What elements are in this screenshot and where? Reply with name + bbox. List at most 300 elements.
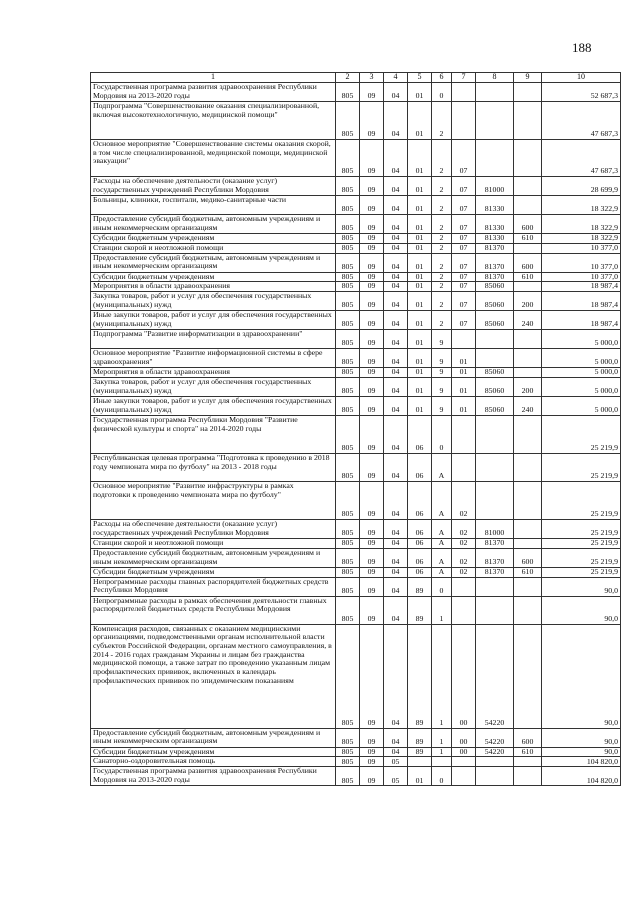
code-7 bbox=[452, 102, 476, 140]
code-4: 05 bbox=[384, 757, 408, 767]
row-name: Станции скорой и неотложной помощи bbox=[91, 538, 336, 548]
code-5: 89 bbox=[408, 596, 432, 624]
row-amount: 104 820,0 bbox=[542, 767, 621, 786]
code-9: 200 bbox=[514, 377, 542, 396]
code-9 bbox=[514, 415, 542, 453]
code-9 bbox=[514, 177, 542, 196]
code-6: А bbox=[432, 538, 452, 548]
code-2: 805 bbox=[336, 243, 360, 253]
row-amount: 5 000,0 bbox=[542, 368, 621, 378]
table-row bbox=[91, 253, 621, 272]
code-6: 2 bbox=[432, 234, 452, 244]
row-name: Основное мероприятие "Развитие инфраструктуры в рамках подготовки к проведению чемпионата мира по футболу" bbox=[91, 481, 336, 519]
code-4: 04 bbox=[384, 481, 408, 519]
row-amount: 47 687,3 bbox=[542, 140, 621, 177]
code-8: 81330 bbox=[476, 196, 514, 215]
table-row bbox=[91, 396, 621, 415]
code-3: 09 bbox=[360, 292, 384, 311]
table-row bbox=[91, 415, 621, 453]
row-amount: 90,0 bbox=[542, 747, 621, 757]
row-amount: 10 377,0 bbox=[542, 243, 621, 253]
code-4: 05 bbox=[384, 767, 408, 786]
code-3: 09 bbox=[360, 538, 384, 548]
code-5: 01 bbox=[408, 282, 432, 292]
code-6: А bbox=[432, 548, 452, 567]
code-9 bbox=[514, 368, 542, 378]
row-name: Иные закупки товаров, работ и услуг для обеспечения государственных (муниципальных) нужд bbox=[91, 396, 336, 415]
code-7 bbox=[452, 83, 476, 102]
code-2: 805 bbox=[336, 767, 360, 786]
code-2: 805 bbox=[336, 368, 360, 378]
column-header: 10 bbox=[542, 73, 621, 83]
code-6: 0 bbox=[432, 767, 452, 786]
code-2: 805 bbox=[336, 311, 360, 330]
code-6: 9 bbox=[432, 396, 452, 415]
table-row bbox=[91, 757, 621, 767]
code-6: 2 bbox=[432, 243, 452, 253]
table-row bbox=[91, 377, 621, 396]
code-4: 04 bbox=[384, 272, 408, 282]
code-6: 0 bbox=[432, 83, 452, 102]
column-header: 2 bbox=[336, 73, 360, 83]
code-3: 09 bbox=[360, 757, 384, 767]
code-3: 09 bbox=[360, 567, 384, 577]
row-name: Субсидии бюджетным учреждениям bbox=[91, 567, 336, 577]
table-row bbox=[91, 349, 621, 368]
code-2: 805 bbox=[336, 215, 360, 234]
code-8: 81370 bbox=[476, 253, 514, 272]
code-2: 805 bbox=[336, 577, 360, 596]
code-2: 805 bbox=[336, 596, 360, 624]
code-9 bbox=[514, 102, 542, 140]
code-3: 09 bbox=[360, 728, 384, 747]
row-name: Расходы на обеспечение деятельности (оказание услуг) государственных учреждений Республики Мордовия bbox=[91, 177, 336, 196]
code-5: 01 bbox=[408, 767, 432, 786]
table-row bbox=[91, 102, 621, 140]
code-7 bbox=[452, 415, 476, 453]
code-2: 805 bbox=[336, 548, 360, 567]
code-9 bbox=[514, 538, 542, 548]
row-amount: 25 219,9 bbox=[542, 481, 621, 519]
row-name: Предоставление субсидий бюджетным, автономным учреждениям и иным некоммерческим организациям bbox=[91, 253, 336, 272]
code-4: 04 bbox=[384, 83, 408, 102]
code-7: 07 bbox=[452, 196, 476, 215]
code-4: 04 bbox=[384, 311, 408, 330]
code-9: 610 bbox=[514, 747, 542, 757]
code-5: 01 bbox=[408, 234, 432, 244]
table-row bbox=[91, 196, 621, 215]
row-name: Субсидии бюджетным учреждениям bbox=[91, 747, 336, 757]
row-amount: 47 687,3 bbox=[542, 102, 621, 140]
code-3: 09 bbox=[360, 481, 384, 519]
code-3: 09 bbox=[360, 377, 384, 396]
code-8: 81370 bbox=[476, 538, 514, 548]
code-7: 02 bbox=[452, 481, 476, 519]
row-amount: 90,0 bbox=[542, 728, 621, 747]
code-7: 07 bbox=[452, 311, 476, 330]
code-3: 09 bbox=[360, 349, 384, 368]
code-7: 07 bbox=[452, 253, 476, 272]
table-row bbox=[91, 767, 621, 786]
code-2: 805 bbox=[336, 415, 360, 453]
code-3: 09 bbox=[360, 253, 384, 272]
column-header: 8 bbox=[476, 73, 514, 83]
code-3: 09 bbox=[360, 548, 384, 567]
code-6: 2 bbox=[432, 311, 452, 330]
code-9: 600 bbox=[514, 215, 542, 234]
code-6: 2 bbox=[432, 102, 452, 140]
code-7: 00 bbox=[452, 728, 476, 747]
code-6: А bbox=[432, 519, 452, 538]
code-3: 09 bbox=[360, 396, 384, 415]
code-9 bbox=[514, 453, 542, 481]
column-header: 6 bbox=[432, 73, 452, 83]
row-amount: 25 219,9 bbox=[542, 453, 621, 481]
code-6: А bbox=[432, 453, 452, 481]
row-name: Субсидии бюджетным учреждениям bbox=[91, 272, 336, 282]
row-name: Станции скорой и неотложной помощи bbox=[91, 243, 336, 253]
code-8 bbox=[476, 577, 514, 596]
code-6: 0 bbox=[432, 577, 452, 596]
code-9 bbox=[514, 577, 542, 596]
code-4: 04 bbox=[384, 177, 408, 196]
code-8 bbox=[476, 596, 514, 624]
code-4: 04 bbox=[384, 253, 408, 272]
code-5: 06 bbox=[408, 519, 432, 538]
table-row bbox=[91, 577, 621, 596]
row-name: Санаторно-оздоровительная помощь bbox=[91, 757, 336, 767]
code-9 bbox=[514, 282, 542, 292]
row-name: Закупка товаров, работ и услуг для обеспечения государственных (муниципальных) нужд bbox=[91, 292, 336, 311]
code-3: 09 bbox=[360, 453, 384, 481]
code-7: 07 bbox=[452, 272, 476, 282]
code-7: 02 bbox=[452, 519, 476, 538]
row-name: Подпрограмма "Совершенствование оказания специализированной, включая высокотехнологичную, медицинской помощи" bbox=[91, 102, 336, 140]
code-3: 09 bbox=[360, 234, 384, 244]
row-amount: 25 219,9 bbox=[542, 538, 621, 548]
code-8 bbox=[476, 83, 514, 102]
table-row bbox=[91, 538, 621, 548]
code-5: 89 bbox=[408, 577, 432, 596]
code-9: 240 bbox=[514, 311, 542, 330]
code-3: 09 bbox=[360, 102, 384, 140]
code-2: 805 bbox=[336, 567, 360, 577]
code-9: 610 bbox=[514, 234, 542, 244]
row-amount: 28 699,9 bbox=[542, 177, 621, 196]
code-7: 01 bbox=[452, 377, 476, 396]
code-8: 81330 bbox=[476, 234, 514, 244]
table-row bbox=[91, 140, 621, 177]
code-2: 805 bbox=[336, 377, 360, 396]
row-amount: 52 687,3 bbox=[542, 83, 621, 102]
code-7: 07 bbox=[452, 234, 476, 244]
budget-table bbox=[90, 72, 621, 786]
code-3: 09 bbox=[360, 368, 384, 378]
code-4: 04 bbox=[384, 747, 408, 757]
code-9 bbox=[514, 757, 542, 767]
table-row bbox=[91, 728, 621, 747]
code-5: 01 bbox=[408, 368, 432, 378]
code-7: 02 bbox=[452, 538, 476, 548]
code-2: 805 bbox=[336, 624, 360, 728]
code-8 bbox=[476, 349, 514, 368]
code-4: 04 bbox=[384, 243, 408, 253]
code-6: 9 bbox=[432, 330, 452, 349]
code-5: 89 bbox=[408, 728, 432, 747]
code-2: 805 bbox=[336, 253, 360, 272]
code-9 bbox=[514, 481, 542, 519]
code-5: 06 bbox=[408, 453, 432, 481]
code-8: 85060 bbox=[476, 282, 514, 292]
code-2: 805 bbox=[336, 747, 360, 757]
code-9 bbox=[514, 519, 542, 538]
code-5: 06 bbox=[408, 481, 432, 519]
code-5: 01 bbox=[408, 196, 432, 215]
code-5: 06 bbox=[408, 567, 432, 577]
code-2: 805 bbox=[336, 272, 360, 282]
row-name: Компенсация расходов, связанных с оказанием медицинскими организациями, подведомственными органам исполнительной власти субъектов Российской Федерации, органам местного самоуправления, в 2014 - 2016 годах гражданам Украины и лицам без гражданства медицинской помощи, а также затрат по проведению указанным лицам профилактических прививок, включенных в календарь профилактических прививок по эпидемическим показаниям bbox=[91, 624, 336, 728]
row-amount: 90,0 bbox=[542, 624, 621, 728]
row-name: Больницы, клиники, госпитали, медико-санитарные части bbox=[91, 196, 336, 215]
code-6: 0 bbox=[432, 415, 452, 453]
row-amount: 104 820,0 bbox=[542, 757, 621, 767]
row-amount: 25 219,9 bbox=[542, 519, 621, 538]
row-name: Предоставление субсидий бюджетным, автономным учреждениям и иным некоммерческим организациям bbox=[91, 215, 336, 234]
code-3: 09 bbox=[360, 596, 384, 624]
code-3: 09 bbox=[360, 196, 384, 215]
row-name: Субсидии бюджетным учреждениям bbox=[91, 234, 336, 244]
code-8 bbox=[476, 757, 514, 767]
code-9: 600 bbox=[514, 728, 542, 747]
code-4: 04 bbox=[384, 330, 408, 349]
code-3: 09 bbox=[360, 415, 384, 453]
code-9 bbox=[514, 624, 542, 728]
column-header: 4 bbox=[384, 73, 408, 83]
code-4: 04 bbox=[384, 548, 408, 567]
table-row bbox=[91, 481, 621, 519]
code-3: 09 bbox=[360, 767, 384, 786]
code-8: 85060 bbox=[476, 377, 514, 396]
code-9 bbox=[514, 140, 542, 177]
table-row bbox=[91, 624, 621, 728]
code-4: 04 bbox=[384, 102, 408, 140]
code-9 bbox=[514, 330, 542, 349]
code-2: 805 bbox=[336, 519, 360, 538]
row-name: Предоставление субсидий бюджетным, автономным учреждениям и иным некоммерческим организациям bbox=[91, 728, 336, 747]
code-2: 805 bbox=[336, 757, 360, 767]
code-8 bbox=[476, 330, 514, 349]
row-name: Государственная программа Республики Мордовия "Развитие физической культуры и спорта" на 2014-2020 годы bbox=[91, 415, 336, 453]
table-row bbox=[91, 177, 621, 196]
code-7: 07 bbox=[452, 177, 476, 196]
code-7: 07 bbox=[452, 215, 476, 234]
row-name: Государственная программа развития здравоохранения Республики Мордовия на 2013-2020 годы bbox=[91, 767, 336, 786]
row-amount: 10 377,0 bbox=[542, 253, 621, 272]
table-row bbox=[91, 747, 621, 757]
code-7 bbox=[452, 577, 476, 596]
code-2: 805 bbox=[336, 140, 360, 177]
code-5: 01 bbox=[408, 177, 432, 196]
code-3: 09 bbox=[360, 272, 384, 282]
table-row bbox=[91, 83, 621, 102]
code-5: 01 bbox=[408, 102, 432, 140]
table-row bbox=[91, 243, 621, 253]
column-header: 1 bbox=[91, 73, 336, 83]
code-7: 00 bbox=[452, 747, 476, 757]
table-row bbox=[91, 567, 621, 577]
code-9: 600 bbox=[514, 548, 542, 567]
row-amount: 5 000,0 bbox=[542, 330, 621, 349]
code-2: 805 bbox=[336, 83, 360, 102]
code-4: 04 bbox=[384, 577, 408, 596]
code-4: 04 bbox=[384, 728, 408, 747]
code-6: 1 bbox=[432, 728, 452, 747]
row-name: Закупка товаров, работ и услуг для обеспечения государственных (муниципальных) нужд bbox=[91, 377, 336, 396]
row-name: Основное мероприятие "Совершенствование системы оказания скорой, в том числе специализированной, медицинской помощи, медицинской эвакуации" bbox=[91, 140, 336, 177]
code-9 bbox=[514, 243, 542, 253]
code-3: 09 bbox=[360, 624, 384, 728]
table-row bbox=[91, 234, 621, 244]
code-5: 06 bbox=[408, 538, 432, 548]
code-8: 54220 bbox=[476, 728, 514, 747]
code-2: 805 bbox=[336, 396, 360, 415]
code-5: 01 bbox=[408, 253, 432, 272]
code-7 bbox=[452, 596, 476, 624]
row-name: Иные закупки товаров, работ и услуг для обеспечения государственных (муниципальных) нужд bbox=[91, 311, 336, 330]
code-4: 04 bbox=[384, 567, 408, 577]
code-8: 81370 bbox=[476, 567, 514, 577]
code-4: 04 bbox=[384, 624, 408, 728]
code-6: 9 bbox=[432, 377, 452, 396]
code-2: 805 bbox=[336, 282, 360, 292]
code-4: 04 bbox=[384, 196, 408, 215]
code-5: 01 bbox=[408, 140, 432, 177]
code-5: 89 bbox=[408, 747, 432, 757]
code-6: 2 bbox=[432, 215, 452, 234]
code-9 bbox=[514, 349, 542, 368]
table-row bbox=[91, 519, 621, 538]
code-4: 04 bbox=[384, 215, 408, 234]
code-4: 04 bbox=[384, 519, 408, 538]
code-2: 805 bbox=[336, 292, 360, 311]
code-3: 09 bbox=[360, 311, 384, 330]
code-9: 600 bbox=[514, 253, 542, 272]
table-row bbox=[91, 272, 621, 282]
code-3: 09 bbox=[360, 330, 384, 349]
code-8: 81370 bbox=[476, 272, 514, 282]
row-amount: 10 377,0 bbox=[542, 272, 621, 282]
table-row bbox=[91, 282, 621, 292]
code-3: 09 bbox=[360, 177, 384, 196]
table-row bbox=[91, 215, 621, 234]
code-4: 04 bbox=[384, 377, 408, 396]
row-name: Предоставление субсидий бюджетным, автономным учреждениям и иным некоммерческим организациям bbox=[91, 548, 336, 567]
code-7: 02 bbox=[452, 567, 476, 577]
code-2: 805 bbox=[336, 196, 360, 215]
code-6: 9 bbox=[432, 349, 452, 368]
code-5: 01 bbox=[408, 377, 432, 396]
code-5: 89 bbox=[408, 624, 432, 728]
row-name: Непрограммные расходы в рамках обеспечения деятельности главных распорядителей бюджетных средств Республики Мордовия bbox=[91, 596, 336, 624]
code-4: 04 bbox=[384, 453, 408, 481]
code-4: 04 bbox=[384, 234, 408, 244]
code-6: 9 bbox=[432, 368, 452, 378]
code-3: 09 bbox=[360, 243, 384, 253]
table-row bbox=[91, 453, 621, 481]
row-name: Подпрограмма "Развитие информатизации в здравоохранении" bbox=[91, 330, 336, 349]
code-7 bbox=[452, 330, 476, 349]
row-amount: 18 987,4 bbox=[542, 292, 621, 311]
code-6: 2 bbox=[432, 292, 452, 311]
column-header: 5 bbox=[408, 73, 432, 83]
code-9: 200 bbox=[514, 292, 542, 311]
code-7: 01 bbox=[452, 349, 476, 368]
column-header: 7 bbox=[452, 73, 476, 83]
code-6: 1 bbox=[432, 596, 452, 624]
code-7: 01 bbox=[452, 368, 476, 378]
table-row bbox=[91, 596, 621, 624]
code-8: 81370 bbox=[476, 548, 514, 567]
code-6: А bbox=[432, 567, 452, 577]
code-9: 610 bbox=[514, 272, 542, 282]
code-8: 85060 bbox=[476, 368, 514, 378]
code-7: 07 bbox=[452, 282, 476, 292]
table-row bbox=[91, 548, 621, 567]
row-amount: 18 322,9 bbox=[542, 234, 621, 244]
code-5: 01 bbox=[408, 83, 432, 102]
code-8: 81000 bbox=[476, 519, 514, 538]
code-2: 805 bbox=[336, 453, 360, 481]
code-6: А bbox=[432, 481, 452, 519]
code-8 bbox=[476, 767, 514, 786]
code-8: 85060 bbox=[476, 311, 514, 330]
row-name: Мероприятия в области здравоохранения bbox=[91, 282, 336, 292]
code-5: 01 bbox=[408, 272, 432, 282]
code-9 bbox=[514, 596, 542, 624]
code-2: 805 bbox=[336, 330, 360, 349]
code-3: 09 bbox=[360, 83, 384, 102]
code-7 bbox=[452, 453, 476, 481]
code-2: 805 bbox=[336, 102, 360, 140]
code-6: 1 bbox=[432, 624, 452, 728]
code-2: 805 bbox=[336, 538, 360, 548]
row-amount: 18 322,9 bbox=[542, 215, 621, 234]
code-6: 2 bbox=[432, 177, 452, 196]
code-5: 06 bbox=[408, 548, 432, 567]
code-9 bbox=[514, 83, 542, 102]
row-amount: 25 219,9 bbox=[542, 415, 621, 453]
table-row bbox=[91, 311, 621, 330]
code-2: 805 bbox=[336, 349, 360, 368]
code-9: 240 bbox=[514, 396, 542, 415]
code-4: 04 bbox=[384, 538, 408, 548]
header-row bbox=[91, 73, 621, 83]
column-header: 9 bbox=[514, 73, 542, 83]
code-4: 04 bbox=[384, 349, 408, 368]
code-2: 805 bbox=[336, 728, 360, 747]
table-row bbox=[91, 330, 621, 349]
code-3: 09 bbox=[360, 282, 384, 292]
code-5: 01 bbox=[408, 215, 432, 234]
code-5: 01 bbox=[408, 292, 432, 311]
code-6 bbox=[432, 757, 452, 767]
code-3: 09 bbox=[360, 519, 384, 538]
row-amount: 18 987,4 bbox=[542, 282, 621, 292]
row-amount: 25 219,9 bbox=[542, 548, 621, 567]
code-8: 85060 bbox=[476, 292, 514, 311]
code-8 bbox=[476, 453, 514, 481]
page-number: 188 bbox=[572, 40, 592, 55]
